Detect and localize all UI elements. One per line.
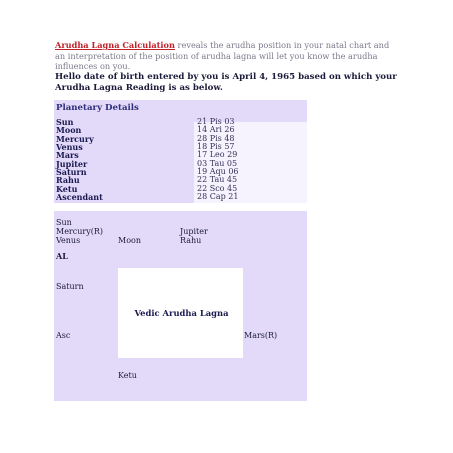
planet-row <box>56 118 306 126</box>
planet-position: 03 Tau 05 <box>197 158 238 168</box>
planet-name: Sun <box>56 117 74 127</box>
arudha-lagna-calculation-link[interactable]: Arudha Lagna Calculation <box>55 40 175 50</box>
planetary-details-table <box>54 100 307 203</box>
chart-label-saturn: Saturn <box>56 282 84 291</box>
planet-row <box>56 135 306 143</box>
planet-row <box>56 160 306 168</box>
chart-label-mars: Mars(R) <box>244 331 278 340</box>
chart-label-jupiter: Jupiter <box>180 227 208 236</box>
chart-label-al: AL <box>56 251 68 261</box>
planet-position: 22 Tau 45 <box>197 175 238 185</box>
planet-position: 28 Pis 48 <box>197 133 235 143</box>
planet-name: Ketu <box>56 183 78 194</box>
intro-text: reveals the arudha position in your natal chart and an interpretation of the position of arudha lagna will let you know the arudha influences on you. <box>55 40 390 72</box>
planet-position: 21 Pis 03 <box>197 117 235 126</box>
intro-paragraph <box>55 40 395 72</box>
chart-label-sun: Sun <box>56 218 72 227</box>
planetary-details-title: Planetary Details <box>56 103 139 113</box>
chart-label-moon: Moon <box>118 236 141 245</box>
planet-name: Moon <box>56 125 82 136</box>
planet-name: Venus <box>56 142 83 153</box>
planet-name: Mercury <box>56 133 94 144</box>
chart-label-mercury: Mercury(R) <box>56 227 103 236</box>
chart-title: Vedic Arudha Lagna <box>134 308 229 318</box>
birth-date-message: Hello date of birth entered by you is April 4, 1965 based on which your Arudha Lagna Reading is as below. <box>55 72 397 93</box>
planet-name: Jupiter <box>56 158 88 169</box>
arudha-lagna-chart <box>54 211 307 401</box>
planet-name: Mars <box>56 150 79 161</box>
planet-row <box>56 193 306 201</box>
planet-row <box>56 143 306 151</box>
planet-position: 22 Sco 45 <box>197 183 238 193</box>
chart-label-venus: Venus <box>56 236 81 245</box>
planet-position: 19 Aqu 06 <box>197 167 239 177</box>
planet-row <box>56 151 306 159</box>
planet-position: 18 Pis 57 <box>197 142 235 152</box>
planet-row <box>56 176 306 184</box>
planet-name: Rahu <box>56 175 80 186</box>
planet-position: 28 Cap 21 <box>197 192 239 202</box>
planet-name: Ascendant <box>56 192 103 203</box>
chart-label-ketu: Ketu <box>118 371 137 380</box>
planet-position: 17 Leo 29 <box>197 150 238 160</box>
planet-position: 14 Ari 26 <box>197 125 235 135</box>
planet-name: Saturn <box>56 167 87 178</box>
chart-label-rahu: Rahu <box>180 236 202 245</box>
chart-label-asc: Asc <box>56 331 71 340</box>
planet-row <box>56 168 306 176</box>
